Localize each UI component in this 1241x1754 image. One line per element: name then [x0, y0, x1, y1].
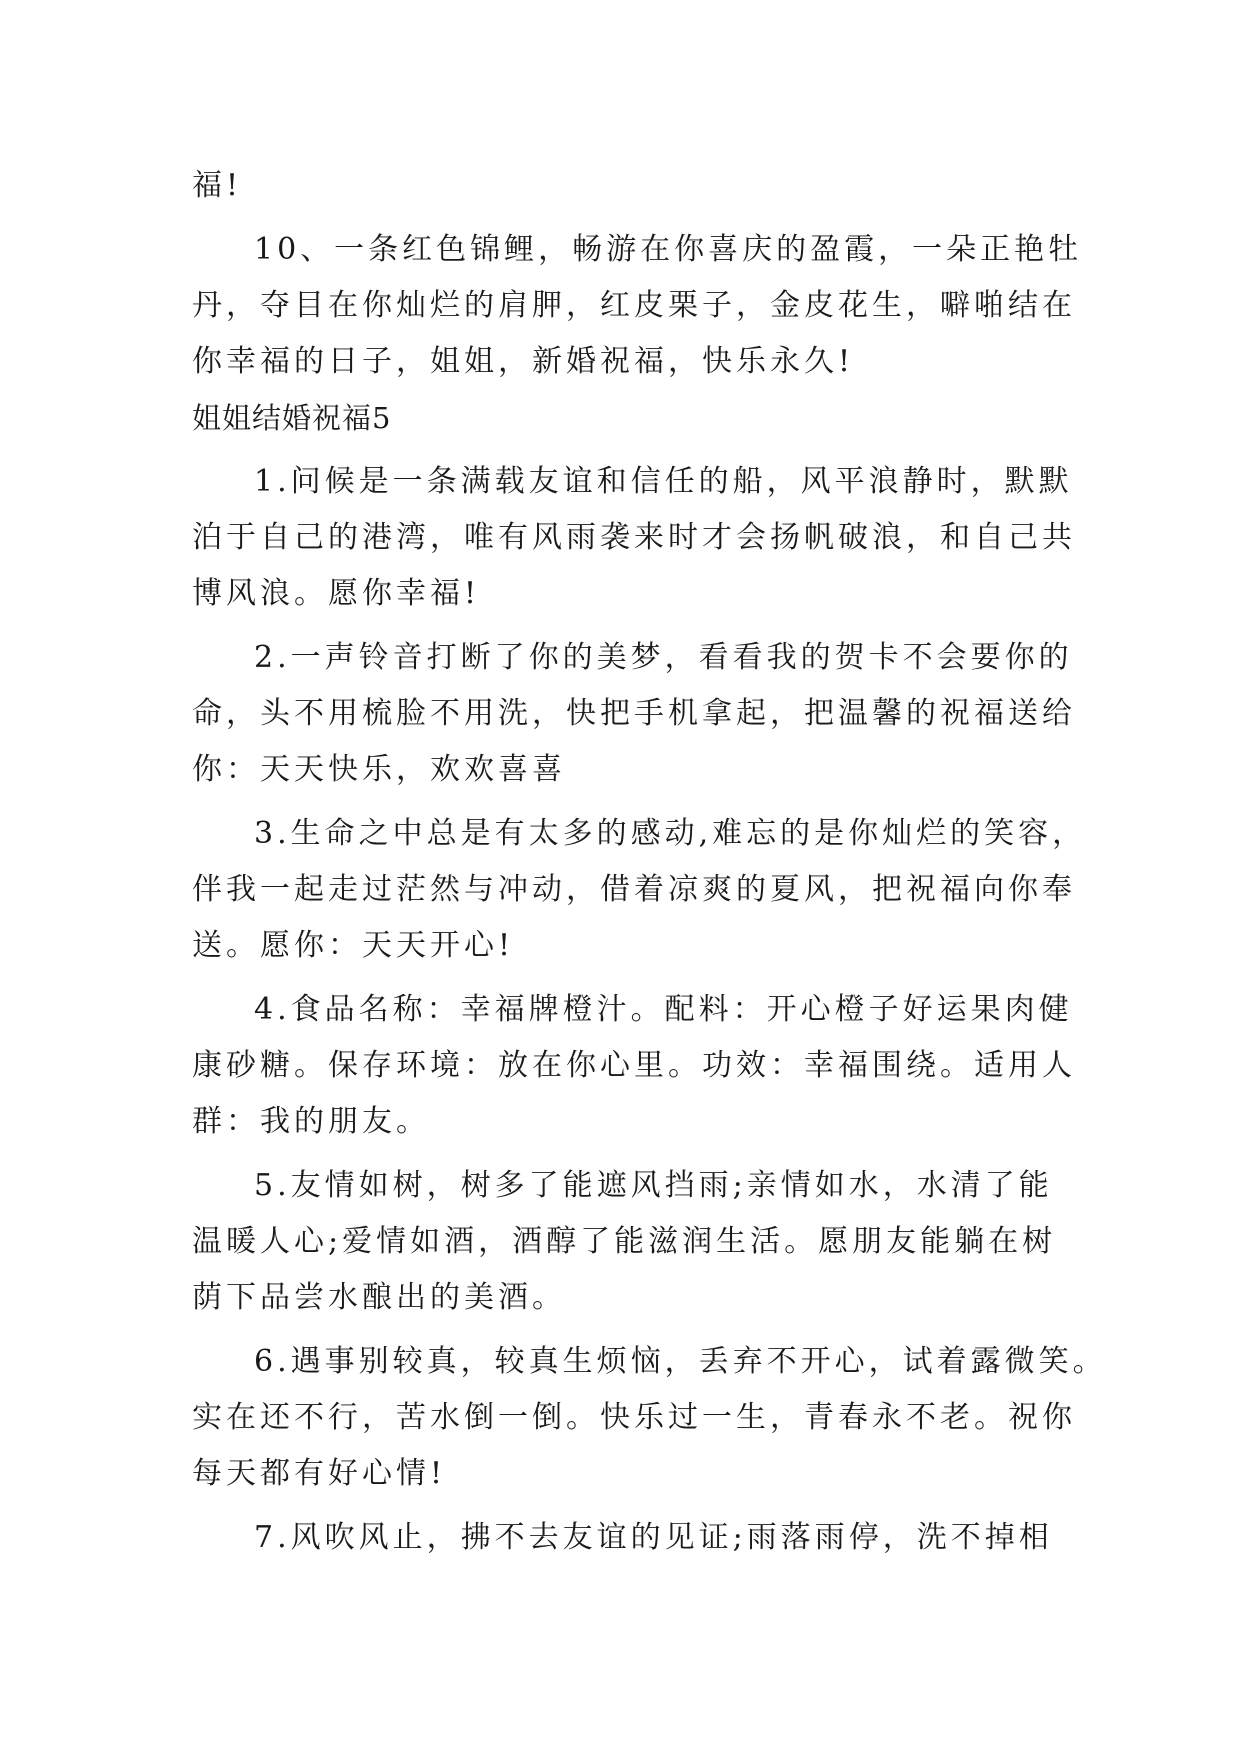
- paragraph-first-line: 2.一声铃音打断了你的美梦，看看我的贺卡不会要你的: [254, 640, 1073, 675]
- text-line: 你：天天快乐，欢欢喜喜: [192, 752, 566, 787]
- text-line: 伴我一起走过茫然与冲动，借着凉爽的夏风，把祝福向你奉: [192, 872, 1076, 907]
- paragraph-first-line: 5.友情如树，树多了能遮风挡雨;亲情如水，水清了能: [254, 1168, 1053, 1203]
- paragraph-first-line: 7.风吹风止，拂不去友谊的见证;雨落雨停，洗不掉相: [254, 1520, 1053, 1555]
- text-line: 博风浪。愿你幸福!: [192, 576, 481, 611]
- text-line: 泊于自己的港湾，唯有风雨袭来时才会扬帆破浪，和自己共: [192, 520, 1076, 555]
- text-line: 群：我的朋友。: [192, 1104, 430, 1139]
- text-line: 荫下品尝水酿出的美酒。: [192, 1280, 566, 1315]
- text-line: 丹，夺目在你灿烂的肩胛，红皮栗子，金皮花生，噼啪结在: [192, 288, 1076, 323]
- text-line: 康砂糖。保存环境：放在你心里。功效：幸福围绕。适用人: [192, 1048, 1076, 1083]
- section-heading: 姐姐结婚祝福5: [192, 401, 392, 435]
- text-line: 温暖人心;爱情如酒，酒醇了能滋润生活。愿朋友能躺在树: [192, 1224, 1057, 1259]
- document-body: [192, 158, 1107, 1566]
- text-line: 实在还不行，苦水倒一倒。快乐过一生，青春永不老。祝你: [192, 1400, 1076, 1435]
- text-line: 送。愿你：天天开心!: [192, 928, 515, 963]
- paragraph-first-line: 6.遇事别较真，较真生烦恼，丢弃不开心，试着露微笑。: [254, 1344, 1107, 1379]
- paragraph-first-line: 1.问候是一条满载友谊和信任的船，风平浪静时，默默: [254, 464, 1073, 499]
- paragraph-first-line: 4.食品名称：幸福牌橙汁。配料：开心橙子好运果肉健: [254, 992, 1073, 1027]
- paragraph-first-line: 3.生命之中总是有太多的感动,难忘的是你灿烂的笑容，: [254, 816, 1087, 851]
- text-line: 命，头不用梳脸不用洗，快把手机拿起，把温馨的祝福送给: [192, 696, 1076, 731]
- text-line: 每天都有好心情!: [192, 1456, 447, 1491]
- text-line: 福!: [192, 168, 243, 203]
- text-line: 你幸福的日子，姐姐，新婚祝福，快乐永久!: [192, 344, 855, 379]
- paragraph-first-line: 10、一条红色锦鲤，畅游在你喜庆的盈霞，一朵正艳牡: [254, 232, 1083, 267]
